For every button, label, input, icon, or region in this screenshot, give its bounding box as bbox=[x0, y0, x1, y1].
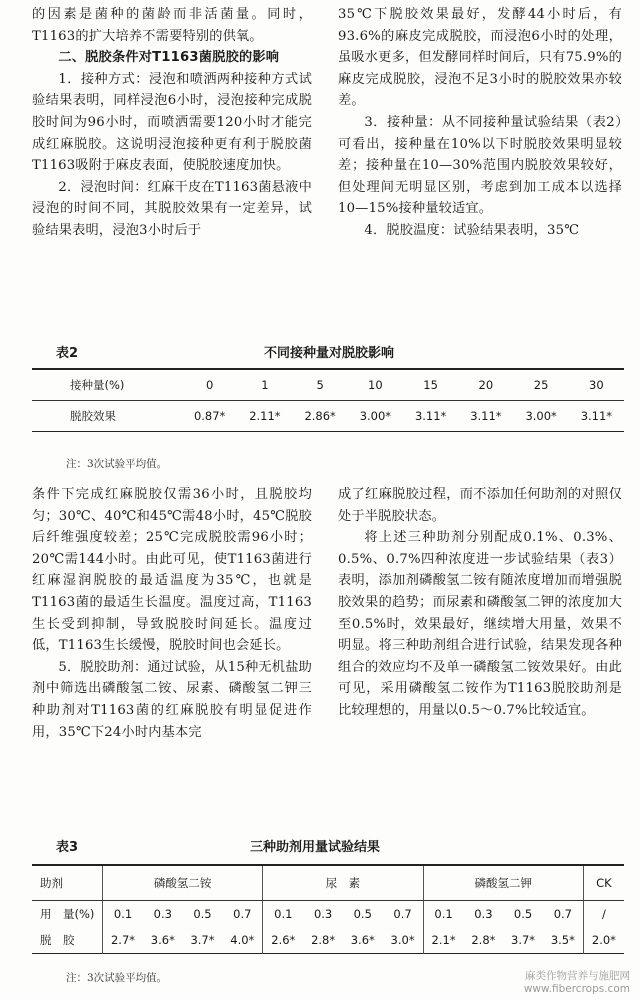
table-row bbox=[32, 401, 624, 432]
table-cell: 3.6* bbox=[350, 933, 375, 947]
table-cell: 15 bbox=[403, 369, 458, 401]
table-cell: 3.0* bbox=[390, 933, 415, 947]
table-cell: 2.11* bbox=[249, 409, 281, 423]
table-cell: 0.3 bbox=[153, 907, 172, 921]
group-header: 尿 素 bbox=[263, 865, 423, 901]
table-cell: 2.8* bbox=[311, 933, 336, 947]
table-cell: 0.5 bbox=[193, 907, 212, 921]
group-header: 磷酸氢二钾 bbox=[423, 865, 583, 901]
table-cell: 0.1 bbox=[423, 901, 463, 928]
table-cell: 3.7* bbox=[190, 933, 215, 947]
group-header: CK bbox=[583, 865, 624, 901]
text-column-top-left bbox=[32, 4, 312, 242]
row-header: 用 量(%) bbox=[40, 907, 95, 921]
table-row bbox=[32, 901, 624, 928]
table-cell: 4.0* bbox=[230, 933, 255, 947]
table-cell: 30 bbox=[569, 369, 624, 401]
paragraph: 5．脱胶助剂：通过试验，从15种无机盐助剂中筛选出磷酸氢二铵、尿素、磷酸氢二钾三种助剂对T1163菌的红麻脱胶有明显促进作用，35℃下24小时内基本完 bbox=[32, 659, 312, 740]
section-heading: 二、脱胶条件对T1163菌脱胶的影响 bbox=[58, 50, 280, 66]
paragraph: 将上述三种助剂分别配成0.1%、0.3%、0.5%、0.7%四种浓度进一步试验结果（表3）表明，添加剂磷酸氢二铵有随浓度增加而增强脱胶效果的趋势；而尿素和磷酸氢二钾的浓度加大至0.5%时，效果最好，继续增大用量，效果不明显。将三种助剂组合进行试验，结果发现各种组合的效应均不及单一磷酸氢二铵效果好。由此可见，采用磷酸氢二铵作为T1163脱胶助剂是比较理想的，用量以0.5～0.7%比较适宜。 bbox=[338, 530, 622, 718]
paragraph: 2．浸泡时间：红麻干皮在T1163菌悬液中浸泡的时间不同，其脱胶效果有一定差异，试验结果表明，浸泡3小时后于 bbox=[32, 179, 312, 238]
watermark-line: 麻类作物营养与施肥网 bbox=[525, 970, 630, 982]
watermark bbox=[524, 970, 630, 996]
inoculum-table bbox=[32, 368, 624, 432]
table-cell: 1 bbox=[237, 369, 292, 401]
paragraph: 1．接种方式：浸泡和喷洒两种接种方式试验结果表明，同样浸泡6小时，浸泡接种完成脱胶时间为96小时，而喷洒需要120小时才能完成红麻脱胶。这说明浸泡接种更有利于脱胶菌T1163吸附于麻皮表面，使脱胶速度加快。 bbox=[32, 71, 312, 174]
table-note: 注：3次试验平均值。 bbox=[66, 972, 168, 984]
group-header: 磷酸氢二铵 bbox=[103, 865, 263, 901]
table-row bbox=[32, 927, 624, 954]
table-cell: 0.1 bbox=[103, 901, 143, 928]
row-header: 脱 胶 bbox=[40, 933, 75, 947]
table-cell: 3.5* bbox=[550, 933, 575, 947]
table-header-row bbox=[32, 865, 624, 901]
paragraph: 的因素是菌种的菌龄而非活菌量。同时，T1163的扩大培养不需要特别的供氧。 bbox=[32, 7, 312, 44]
table-cell: 2.0* bbox=[583, 927, 624, 954]
text-column-middle-right bbox=[338, 484, 622, 722]
table-cell: 25 bbox=[514, 369, 569, 401]
table-cell: 5 bbox=[293, 369, 348, 401]
table-cell: 0.1 bbox=[263, 901, 303, 928]
watermark-url: www.fibercrops.com bbox=[523, 983, 630, 995]
table-cell: 0.87* bbox=[193, 409, 226, 423]
paragraph: 3．接种量：从不同接种量试验结果（表2）可看出，接种量在10%以下时脱胶效果明显较差；接种量在10—30%范围内脱胶效果较好，但处理间无明显区别，考虑到加工成本以选择10—15%接种量较适宜。 bbox=[338, 114, 622, 217]
table-note: 注：3次试验平均值。 bbox=[66, 458, 168, 470]
additive-table bbox=[32, 864, 624, 954]
table-cell: 0.7 bbox=[233, 907, 252, 921]
table-cell: 3.7* bbox=[511, 933, 536, 947]
row-header: 脱胶效果 bbox=[70, 409, 116, 423]
table-cell: 3.6* bbox=[150, 933, 175, 947]
table-cell: 0.5 bbox=[513, 907, 533, 921]
table-cell: 3.11* bbox=[580, 409, 613, 423]
table-cell: 2.1* bbox=[423, 927, 463, 954]
table-cell: 0.3 bbox=[474, 907, 493, 921]
table-cell: 0.7 bbox=[553, 907, 572, 921]
table-cell: 0.5 bbox=[353, 907, 372, 921]
paragraph: 35℃下脱胶效果最好，发酵44小时后，有93.6%的麻皮完成脱胶，而浸泡6小时的处理，虽吸水更多，但发酵同样时间后，只有75.9%的麻皮完成脱胶，浸泡不足3小时的脱胶效果亦较差。 bbox=[338, 7, 622, 109]
table-cell: 3.00* bbox=[359, 409, 392, 423]
table-title: 不同接种量对脱胶影响 bbox=[264, 346, 395, 361]
table-cell: 2.6* bbox=[263, 927, 303, 954]
table-cell: / bbox=[583, 901, 624, 928]
table-cell: 2.86* bbox=[304, 409, 336, 423]
table-row bbox=[32, 369, 624, 401]
table-cell: 2.8* bbox=[471, 933, 496, 947]
table-cell: 0 bbox=[182, 369, 237, 401]
table-label: 表3 bbox=[56, 840, 79, 855]
paragraph: 条件下完成红麻脱胶仅需36小时，且脱胶均匀；30℃、40℃和45℃需48小时，45℃脱胶后纤维强度较差；25℃完成脱胶需96小时；20℃需144小时。由此可见，使T1163菌进行红麻湿润脱胶的最适温度为35℃，也就是T1163菌的最适生长温度。温度过高，T1163生长受到抑制，导致脱胶时间延长。温度过低，T1163生长缓慢，脱胶时间也会延长。 bbox=[32, 487, 312, 654]
table-cell: 3.00* bbox=[525, 409, 557, 423]
row-header: 助剂 bbox=[32, 865, 103, 901]
text-column-middle-left bbox=[32, 484, 312, 743]
table-cell: 20 bbox=[458, 369, 513, 401]
paragraph: 成了红麻脱胶过程，而不添加任何助剂的对照仅处于半脱胶状态。 bbox=[338, 487, 622, 524]
table-cell: 0.7 bbox=[393, 907, 412, 921]
text-column-top-right bbox=[338, 4, 622, 242]
table-cell: 3.11* bbox=[414, 409, 447, 423]
table-label: 表2 bbox=[56, 346, 79, 361]
table-cell: 2.7* bbox=[103, 927, 143, 954]
table-title: 三种助剂用量试验结果 bbox=[250, 840, 381, 855]
paragraph: 4．脱胶温度：试验结果表明，35℃ bbox=[364, 222, 580, 238]
table-cell: 0.3 bbox=[313, 907, 333, 921]
table-cell: 10 bbox=[348, 369, 403, 401]
row-header: 接种量(%) bbox=[32, 369, 182, 401]
table-cell: 3.11* bbox=[470, 409, 502, 423]
